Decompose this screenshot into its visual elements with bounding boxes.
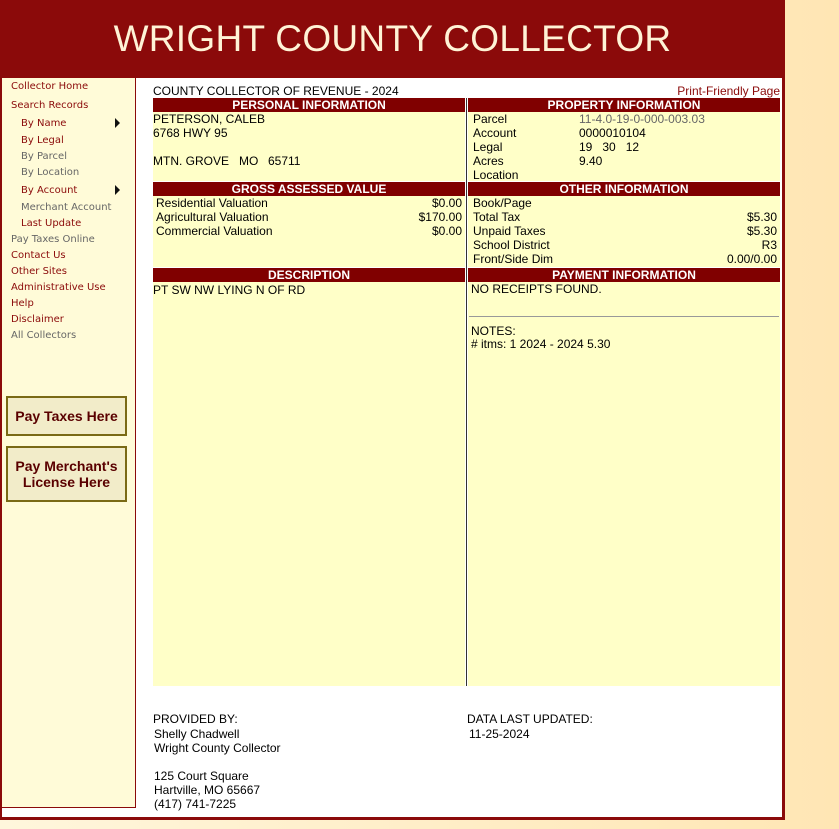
payment-status: NO RECEIPTS FOUND.	[471, 282, 602, 296]
agricultural-label: Agricultural Valuation	[156, 210, 269, 224]
front-side-dim-value: 0.00/0.00	[726, 252, 777, 266]
pay-merchant-label-line2: License Here	[22, 474, 111, 490]
parcel-value: 11-4.0-19-0-000-003.03	[579, 112, 705, 126]
submenu-arrow-icon	[115, 118, 120, 128]
nav-collector-home[interactable]: Collector Home	[11, 81, 89, 92]
account-label: Account	[473, 126, 517, 140]
school-district-value: R3	[761, 238, 777, 252]
office-address-line1: 125 Court Square	[154, 769, 249, 783]
unpaid-taxes-label: Unpaid Taxes	[473, 224, 546, 238]
provided-by-label: PROVIDED BY:	[153, 712, 238, 726]
other-info-panel	[468, 196, 780, 267]
account-value: 0000010104	[579, 126, 646, 140]
assessed-value-panel	[153, 196, 465, 267]
payment-info-panel	[468, 282, 780, 686]
total-tax-label: Total Tax	[473, 210, 521, 224]
book-page-label: Book/Page	[473, 196, 532, 210]
location-label: Location	[473, 168, 519, 182]
school-district-label: School District	[473, 238, 550, 252]
property-info-header: PROPERTY INFORMATION	[468, 98, 780, 112]
acres-label: Acres	[473, 154, 504, 168]
nav-help[interactable]: Help	[11, 298, 34, 309]
nav-last-update[interactable]: Last Update	[21, 218, 82, 229]
description-panel	[153, 282, 465, 686]
payment-info-header: PAYMENT INFORMATION	[468, 268, 780, 282]
nav-by-legal[interactable]: By Legal	[21, 135, 64, 146]
site-banner-title: WRIGHT COUNTY COLLECTOR	[113, 18, 672, 59]
provider-title: Wright County Collector	[154, 741, 281, 755]
commercial-value: $0.00	[431, 224, 462, 238]
main-content	[153, 78, 780, 811]
nav-other-sites[interactable]: Other Sites	[11, 266, 67, 277]
pay-taxes-button[interactable]	[6, 396, 127, 436]
parcel-label: Parcel	[473, 112, 508, 126]
data-updated-label: DATA LAST UPDATED:	[467, 712, 593, 726]
notes-text: # itms: 1 2024 - 2024 5.30	[471, 337, 611, 351]
nav-disclaimer[interactable]: Disclaimer	[11, 314, 64, 325]
owner-zip: 65711	[268, 154, 301, 168]
owner-state: MO	[239, 154, 259, 168]
residential-value: $0.00	[431, 196, 462, 210]
pay-taxes-label: Pay Taxes Here	[15, 408, 118, 424]
nav-search-records[interactable]: Search Records	[11, 100, 89, 111]
submenu-arrow-icon	[115, 185, 120, 195]
nav-all-collectors[interactable]: All Collectors	[11, 330, 77, 341]
column-divider	[466, 98, 467, 686]
content-area	[2, 78, 782, 817]
total-tax-value: $5.30	[746, 210, 777, 224]
nav-administrative-use[interactable]: Administrative Use	[11, 282, 106, 293]
notes-divider	[469, 316, 779, 317]
nav-pay-taxes-online[interactable]: Pay Taxes Online	[11, 234, 95, 245]
front-side-dim-label: Front/Side Dim	[473, 252, 554, 266]
personal-info-header: PERSONAL INFORMATION	[153, 98, 465, 112]
legal-label: Legal	[473, 140, 503, 154]
property-info-panel	[468, 112, 780, 181]
legal-value: 19 30 12	[579, 140, 640, 154]
owner-address: 6768 HWY 95	[153, 126, 228, 140]
nav-by-location[interactable]: By Location	[21, 167, 80, 178]
office-address-line2: Hartville, MO 65667	[154, 783, 261, 797]
provider-name: Shelly Chadwell	[154, 727, 240, 741]
nav-by-name[interactable]: By Name	[21, 118, 67, 129]
notes-label: NOTES:	[471, 324, 516, 338]
residential-label: Residential Valuation	[156, 196, 268, 210]
nav-by-account[interactable]: By Account	[21, 185, 78, 196]
legal-description: PT SW NW LYING N OF RD	[153, 283, 306, 297]
acres-value: 9.40	[579, 154, 603, 168]
sidebar	[2, 78, 136, 808]
nav-by-parcel[interactable]: By Parcel	[21, 151, 67, 162]
commercial-label: Commercial Valuation	[156, 224, 273, 238]
agricultural-value: $170.00	[418, 210, 462, 224]
other-info-header: OTHER INFORMATION	[468, 182, 780, 196]
unpaid-taxes-value: $5.30	[746, 224, 777, 238]
personal-info-panel	[153, 112, 465, 181]
data-updated-date: 11-25-2024	[469, 727, 530, 741]
owner-name: PETERSON, CALEB	[153, 112, 266, 126]
page-heading: COUNTY COLLECTOR OF REVENUE - 2024	[153, 84, 399, 98]
pay-merchant-license-button[interactable]	[6, 446, 127, 502]
description-header: DESCRIPTION	[153, 268, 465, 282]
owner-city: MTN. GROVE	[153, 154, 230, 168]
office-phone: (417) 741-7225	[154, 797, 237, 811]
assessed-value-header: GROSS ASSESSED VALUE	[153, 182, 465, 196]
nav-contact-us[interactable]: Contact Us	[11, 250, 66, 261]
nav-merchant-account[interactable]: Merchant Account	[21, 202, 112, 213]
print-friendly-link[interactable]: Print-Friendly Page	[677, 84, 780, 98]
pay-merchant-label-line1: Pay Merchant's	[15, 458, 118, 474]
